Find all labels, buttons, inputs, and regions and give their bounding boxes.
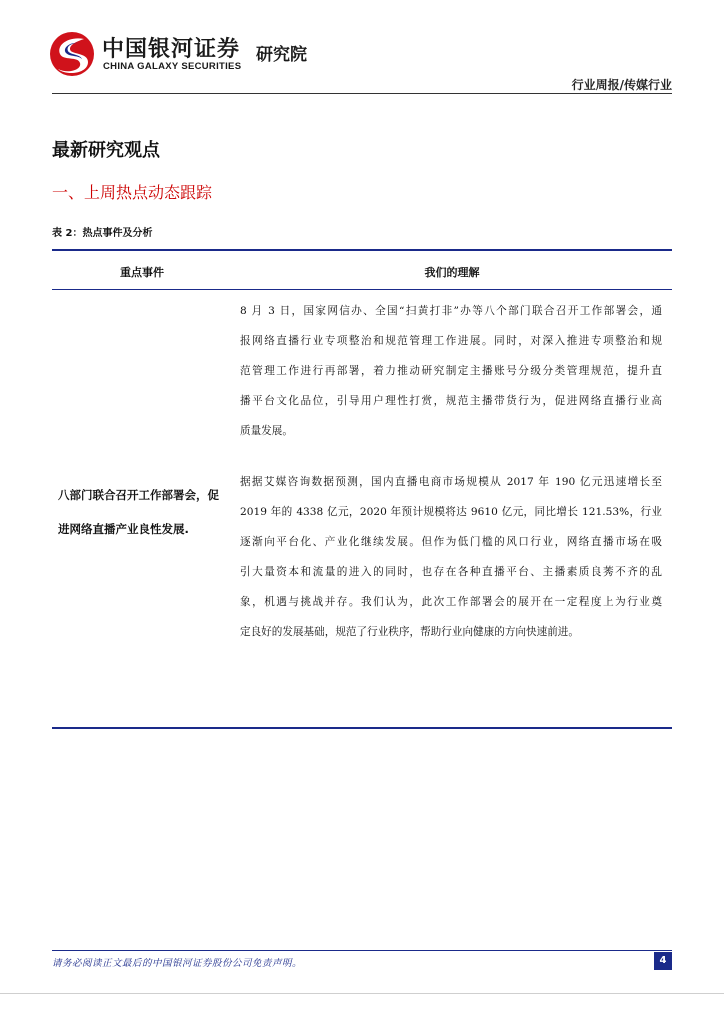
event-line: 八部门联合召开工作部署会，促 — [58, 488, 219, 502]
footer-disclaimer: 请务必阅读正文最后的中国银河证券股份公司免责声明。 — [52, 958, 303, 969]
analysis-line: 范管理工作进行再部署，着力推动研究制定主播账号分级分类管理规范，提升直 — [240, 365, 662, 377]
analysis-line: 定良好的发展基础，规范了行业秩序，帮助行业向健康的方向快速前进。 — [240, 626, 579, 638]
column-header-event: 重点事件 — [120, 266, 164, 279]
galaxy-logo-icon — [48, 30, 96, 78]
analysis-line: 逐渐向平台化、产业化继续发展。但作为低门槛的风口行业，网络直播市场在吸 — [240, 536, 662, 548]
analysis-paragraph — [240, 467, 662, 647]
table-caption: 表 2：热点事件及分析 — [52, 228, 153, 239]
analysis-line: 8 月 3 日，国家网信办、全国“扫黄打非”办等八个部门联合召开工作部署会，通 — [240, 305, 662, 317]
logo-institute: 研究院 — [256, 45, 307, 65]
page-edge — [0, 993, 724, 994]
column-header-analysis: 我们的理解 — [424, 266, 480, 279]
analysis-line: 据据艾媒咨询数据预测，国内直播电商市场规模从 2017 年 190 亿元迅速增长至 — [240, 476, 662, 488]
analysis-line: 引大量资本和流量的进入的同时，也存在各种直播平台、主播素质良莠不齐的乱 — [240, 566, 662, 578]
table-header-rule — [52, 289, 672, 290]
report-category: 行业周报/传媒行业 — [571, 78, 672, 92]
header-divider — [52, 93, 672, 94]
analysis-paragraph — [240, 296, 662, 446]
section-title: 最新研究观点 — [52, 140, 160, 161]
company-logo — [40, 26, 310, 82]
event-line: 进网络直播产业良性发展. — [58, 522, 189, 536]
analysis-line: 2019 年的 4338 亿元，2020 年预计规模将达 9610 亿元，同比增长 121.53%，行业 — [240, 506, 662, 518]
analysis-line: 质量发展。 — [240, 425, 293, 437]
table-top-rule — [52, 249, 672, 251]
analysis-line: 象，机遇与挑战并存。我们认为，此次工作部署会的展开在一定程度上为行业奠 — [240, 596, 662, 608]
page-number: 4 — [654, 952, 672, 970]
logo-chinese-name: 中国银河证券 — [102, 37, 241, 62]
subsection-title: 一、上周热点动态跟踪 — [52, 183, 213, 202]
analysis-line: 播平台文化品位，引导用户理性打赏，规范主播带货行为，促进网络直播行业高 — [240, 395, 662, 407]
event-cell — [58, 478, 234, 546]
table-bottom-rule — [52, 727, 672, 729]
analysis-cell — [240, 296, 662, 647]
logo-english-name: CHINA GALAXY SECURITIES — [103, 61, 242, 72]
footer-divider — [52, 950, 672, 951]
analysis-line: 报网络直播行业专项整治和规范管理工作进展。同时，对深入推进专项整治和规 — [240, 335, 662, 347]
